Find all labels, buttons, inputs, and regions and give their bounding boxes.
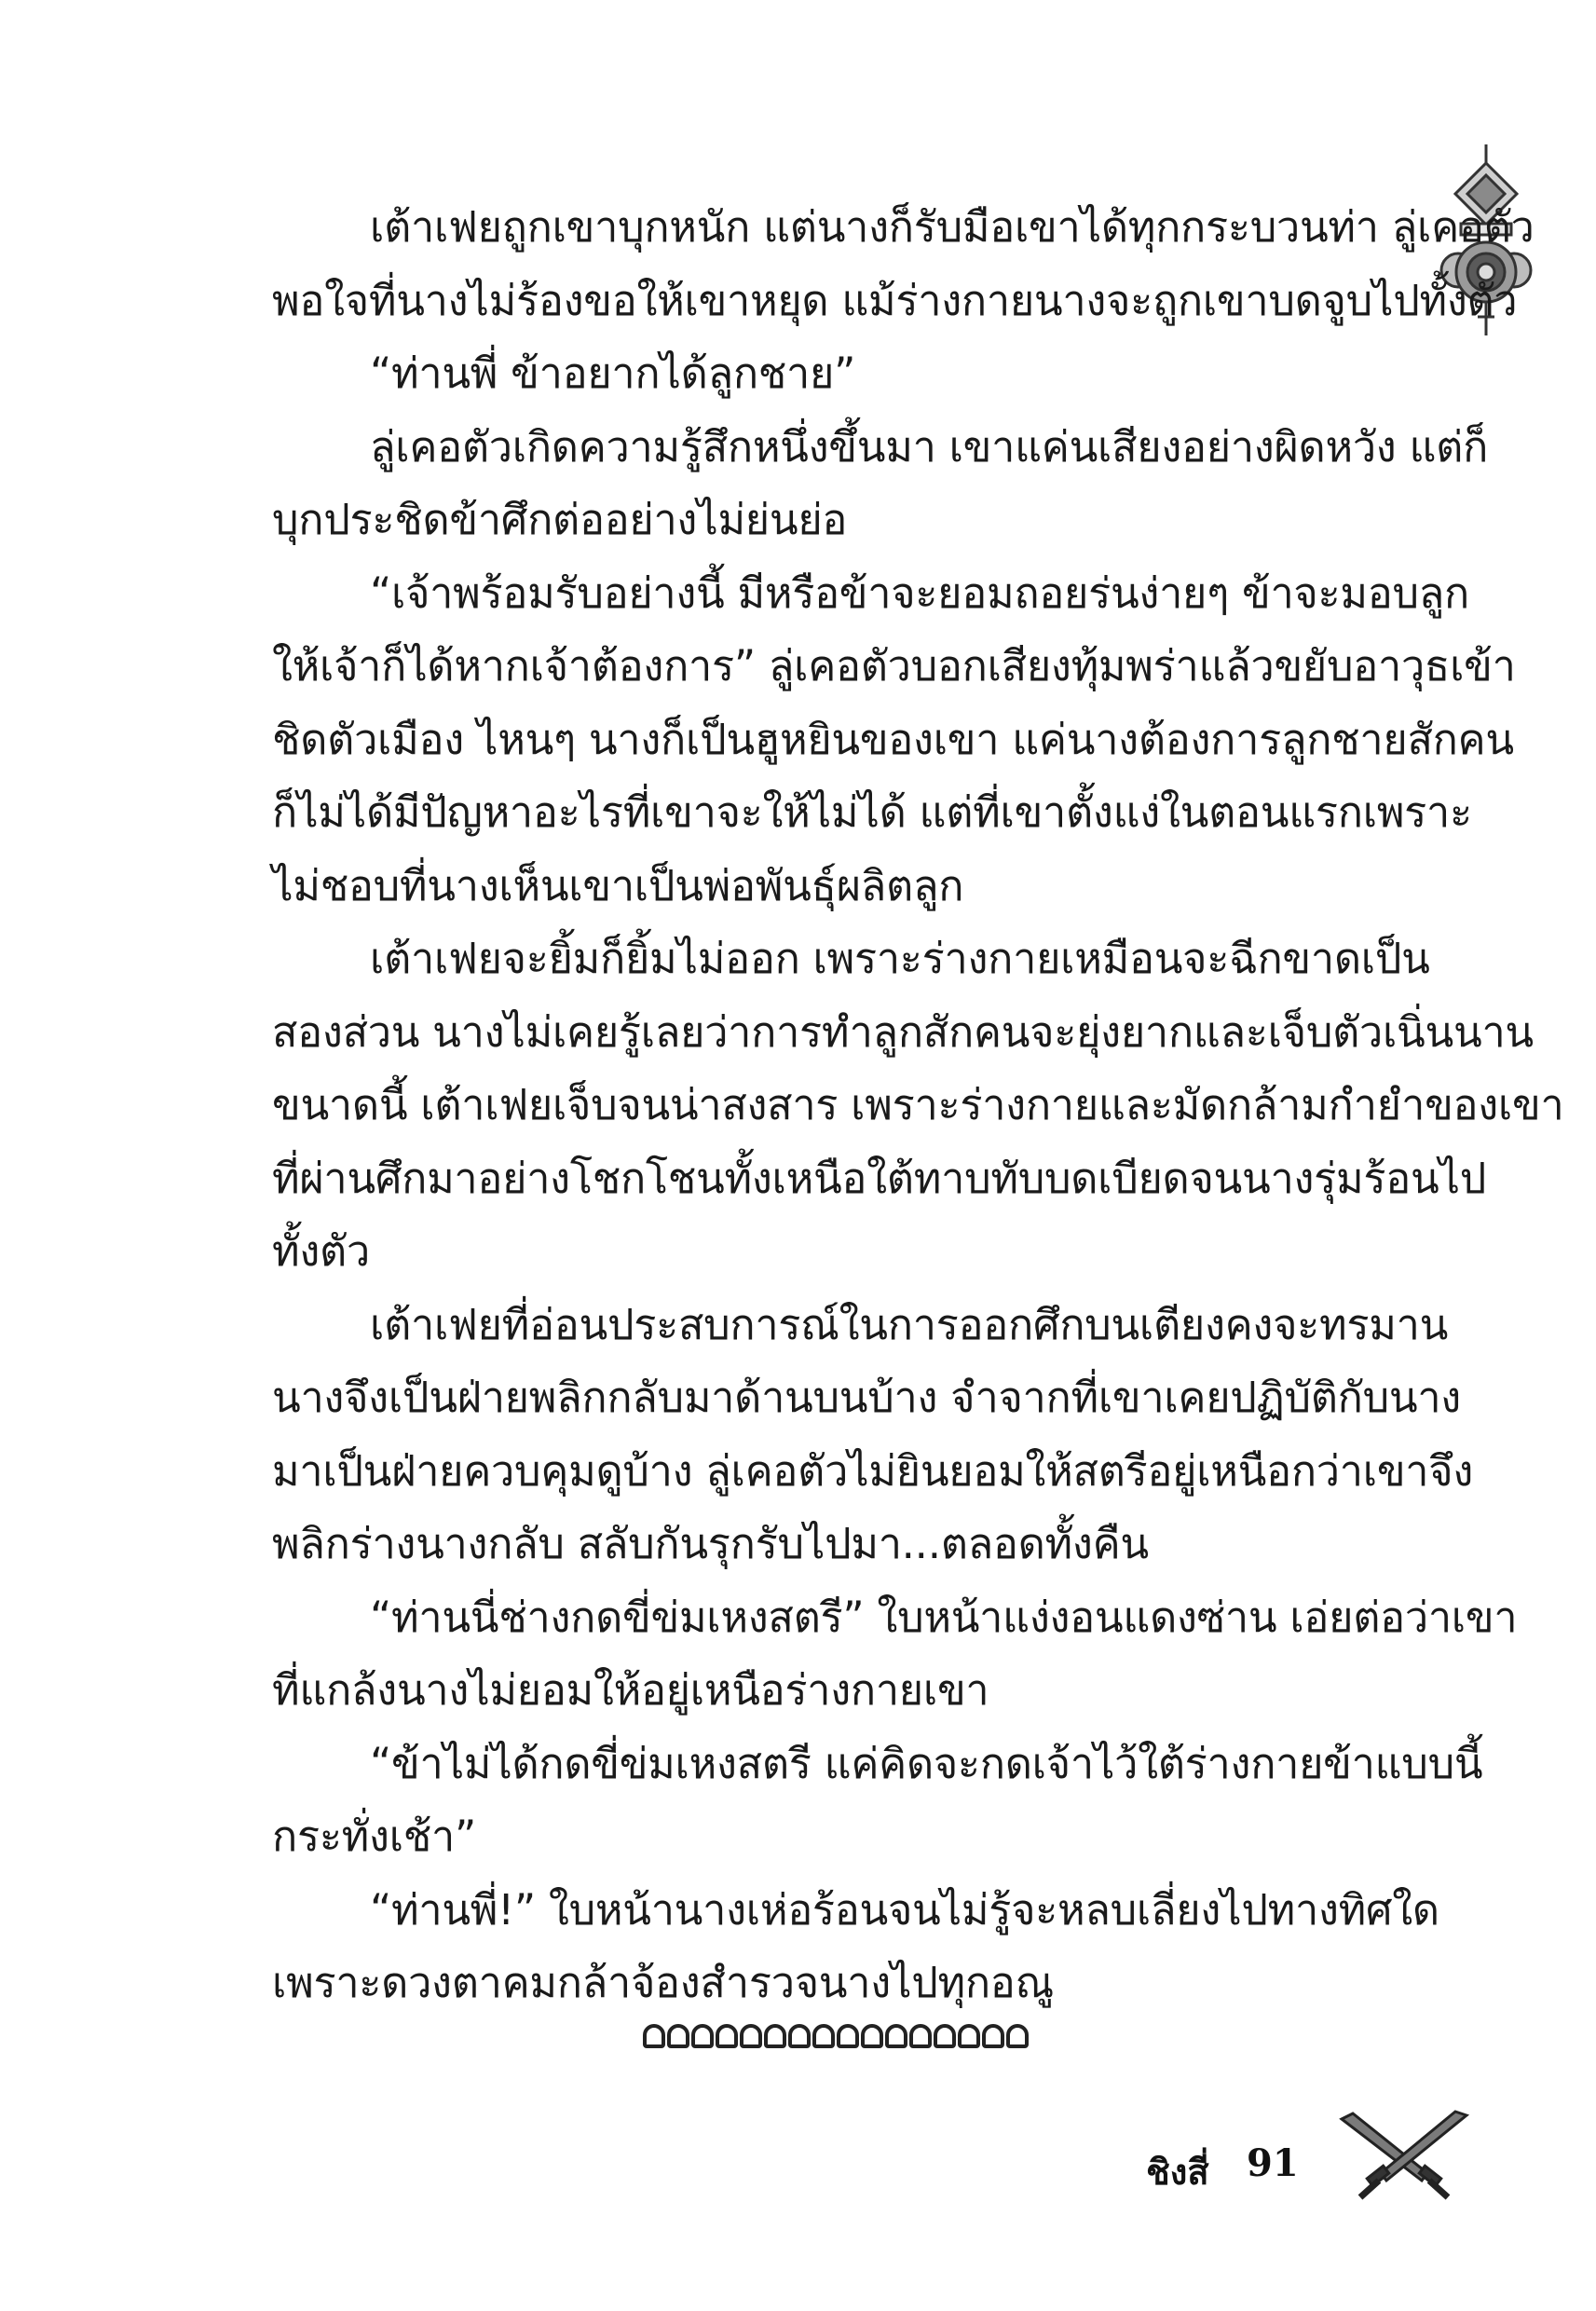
text-line: มาเป็นฝ่ายควบคุมดูบ้าง ลู่เคอตัวไม่ยินยอมให้สตรีอยู่เหนือกว่าเขาจึง (272, 1445, 1473, 1496)
divider-glyph (667, 2024, 689, 2048)
text-line: ลู่เคอตัวเกิดความรู้สึกหนึ่งขึ้นมา เขาแค่นเสียงอย่างผิดหวัง แต่ก็ (370, 421, 1489, 472)
divider-glyph (837, 2024, 859, 2048)
text-line: เต้าเฟยที่อ่อนประสบการณ์ในการออกศึกบนเตียงคงจะทรมาน (370, 1299, 1449, 1349)
text-line: ขนาดนี้ เต้าเฟยเจ็บจนน่าสงสาร เพราะร่างกายและมัดกล้ามกำยำของเขา (272, 1080, 1564, 1129)
text-line: “ท่านพี่ ข้าอยากได้ลูกชาย” (370, 349, 856, 398)
text-line: ให้เจ้าก็ได้หากเจ้าต้องการ” ลู่เคอตัวบอกเสียงทุ้มพร่าแล้วขยับอาวุธเข้า (272, 641, 1516, 691)
divider-glyph (643, 2024, 665, 2048)
text-line: “เจ้าพร้อมรับอย่างนี้ มีหรือข้าจะยอมถอยร่นง่ายๆ ข้าจะมอบลูก (370, 567, 1469, 618)
text-line: ทั้งตัว (272, 1226, 370, 1276)
text-line: “ท่านพี่!” ใบหน้านางเห่อร้อนจนไม่รู้จะหลบเลี่ยงไปทางทิศใด (370, 1884, 1439, 1935)
text-line: ก็ไม่ได้มีปัญหาอะไรที่เขาจะให้ไม่ได้ แต่ที่เขาตั้งแง่ในตอนแรกเพราะ (272, 787, 1472, 837)
divider-glyph (909, 2024, 932, 2048)
text-line: กระทั่งเช้า” (272, 1812, 477, 1861)
text-line: นางจึงเป็นฝ่ายพลิกกลับมาด้านบนบ้าง จำจากที่เขาเคยปฏิบัติกับนาง (272, 1373, 1461, 1422)
text-line: ไม่ชอบที่นางเห็นเขาเป็นพ่อพันธุ์ผลิตลูก (272, 860, 964, 910)
text-line: สองส่วน นางไม่เคยรู้เลยว่าการทำลูกสักคนจะยุ่งยากและเจ็บตัวเนิ่นนาน (272, 1006, 1534, 1057)
text-line: พลิกร่างนางกลับ สลับกันรุกรับไปมา...ตลอดทั้งคืน (272, 1519, 1149, 1568)
divider-glyph (788, 2024, 811, 2048)
divider-glyph (764, 2024, 786, 2048)
text-line: เพราะดวงตาคมกล้าจ้องสำรวจนางไปทุกอณู (272, 1958, 1054, 2007)
text-line: บุกประชิดข้าศึกต่ออย่างไม่ย่นย่อ (272, 495, 848, 544)
text-line: ชิดตัวเมือง ไหนๆ นางก็เป็นฮูหยินของเขา แค่นางต้องการลูกชายสักคน (272, 714, 1514, 764)
book-title: ชิงสี่ (1146, 2151, 1209, 2193)
divider-glyph (740, 2024, 762, 2048)
divider-glyph (934, 2024, 956, 2048)
divider-glyph (958, 2024, 980, 2048)
divider-glyph (691, 2024, 714, 2048)
text-line: เต้าเฟยจะยิ้มก็ยิ้มไม่ออก เพราะร่างกายเหมือนจะฉีกขาดเป็น (370, 934, 1430, 983)
crossed-swords-icon (1334, 2108, 1474, 2201)
divider-glyph (1006, 2024, 1029, 2048)
page-number: 91 (1247, 2141, 1299, 2185)
divider-glyph (885, 2024, 907, 2048)
divider-glyph (812, 2024, 835, 2048)
section-divider (643, 2020, 1081, 2052)
text-line: “ท่านนี่ช่างกดขี่ข่มเหงสตรี” ใบหน้าแง่งอนแดงซ่าน เอ่ยต่อว่าเขา (370, 1592, 1518, 1642)
text-line: ที่ผ่านศึกมาอย่างโชกโชนทั้งเหนือใต้ทาบทับบดเบียดจนนางรุ่มร้อนไป (272, 1153, 1487, 1203)
text-line: เต้าเฟยถูกเขาบุกหนัก แต่นางก็รับมือเขาได้ทุกกระบวนท่า ลู่เคอตัว (370, 202, 1535, 252)
divider-glyph (982, 2024, 1004, 2048)
divider-glyph (716, 2024, 738, 2048)
divider-glyph (861, 2024, 883, 2048)
text-line: พอใจที่นางไม่ร้องขอให้เขาหยุด แม้ร่างกายนางจะถูกเขาบดจูบไปทั้งตัว (272, 275, 1518, 325)
text-line: “ข้าไม่ได้กดขี่ข่มเหงสตรี แค่คิดจะกดเจ้าไว้ใต้ร่างกายข้าแบบนี้ (370, 1738, 1483, 1788)
text-line: ที่แกล้งนางไม่ยอมให้อยู่เหนือร่างกายเขา (272, 1665, 989, 1715)
